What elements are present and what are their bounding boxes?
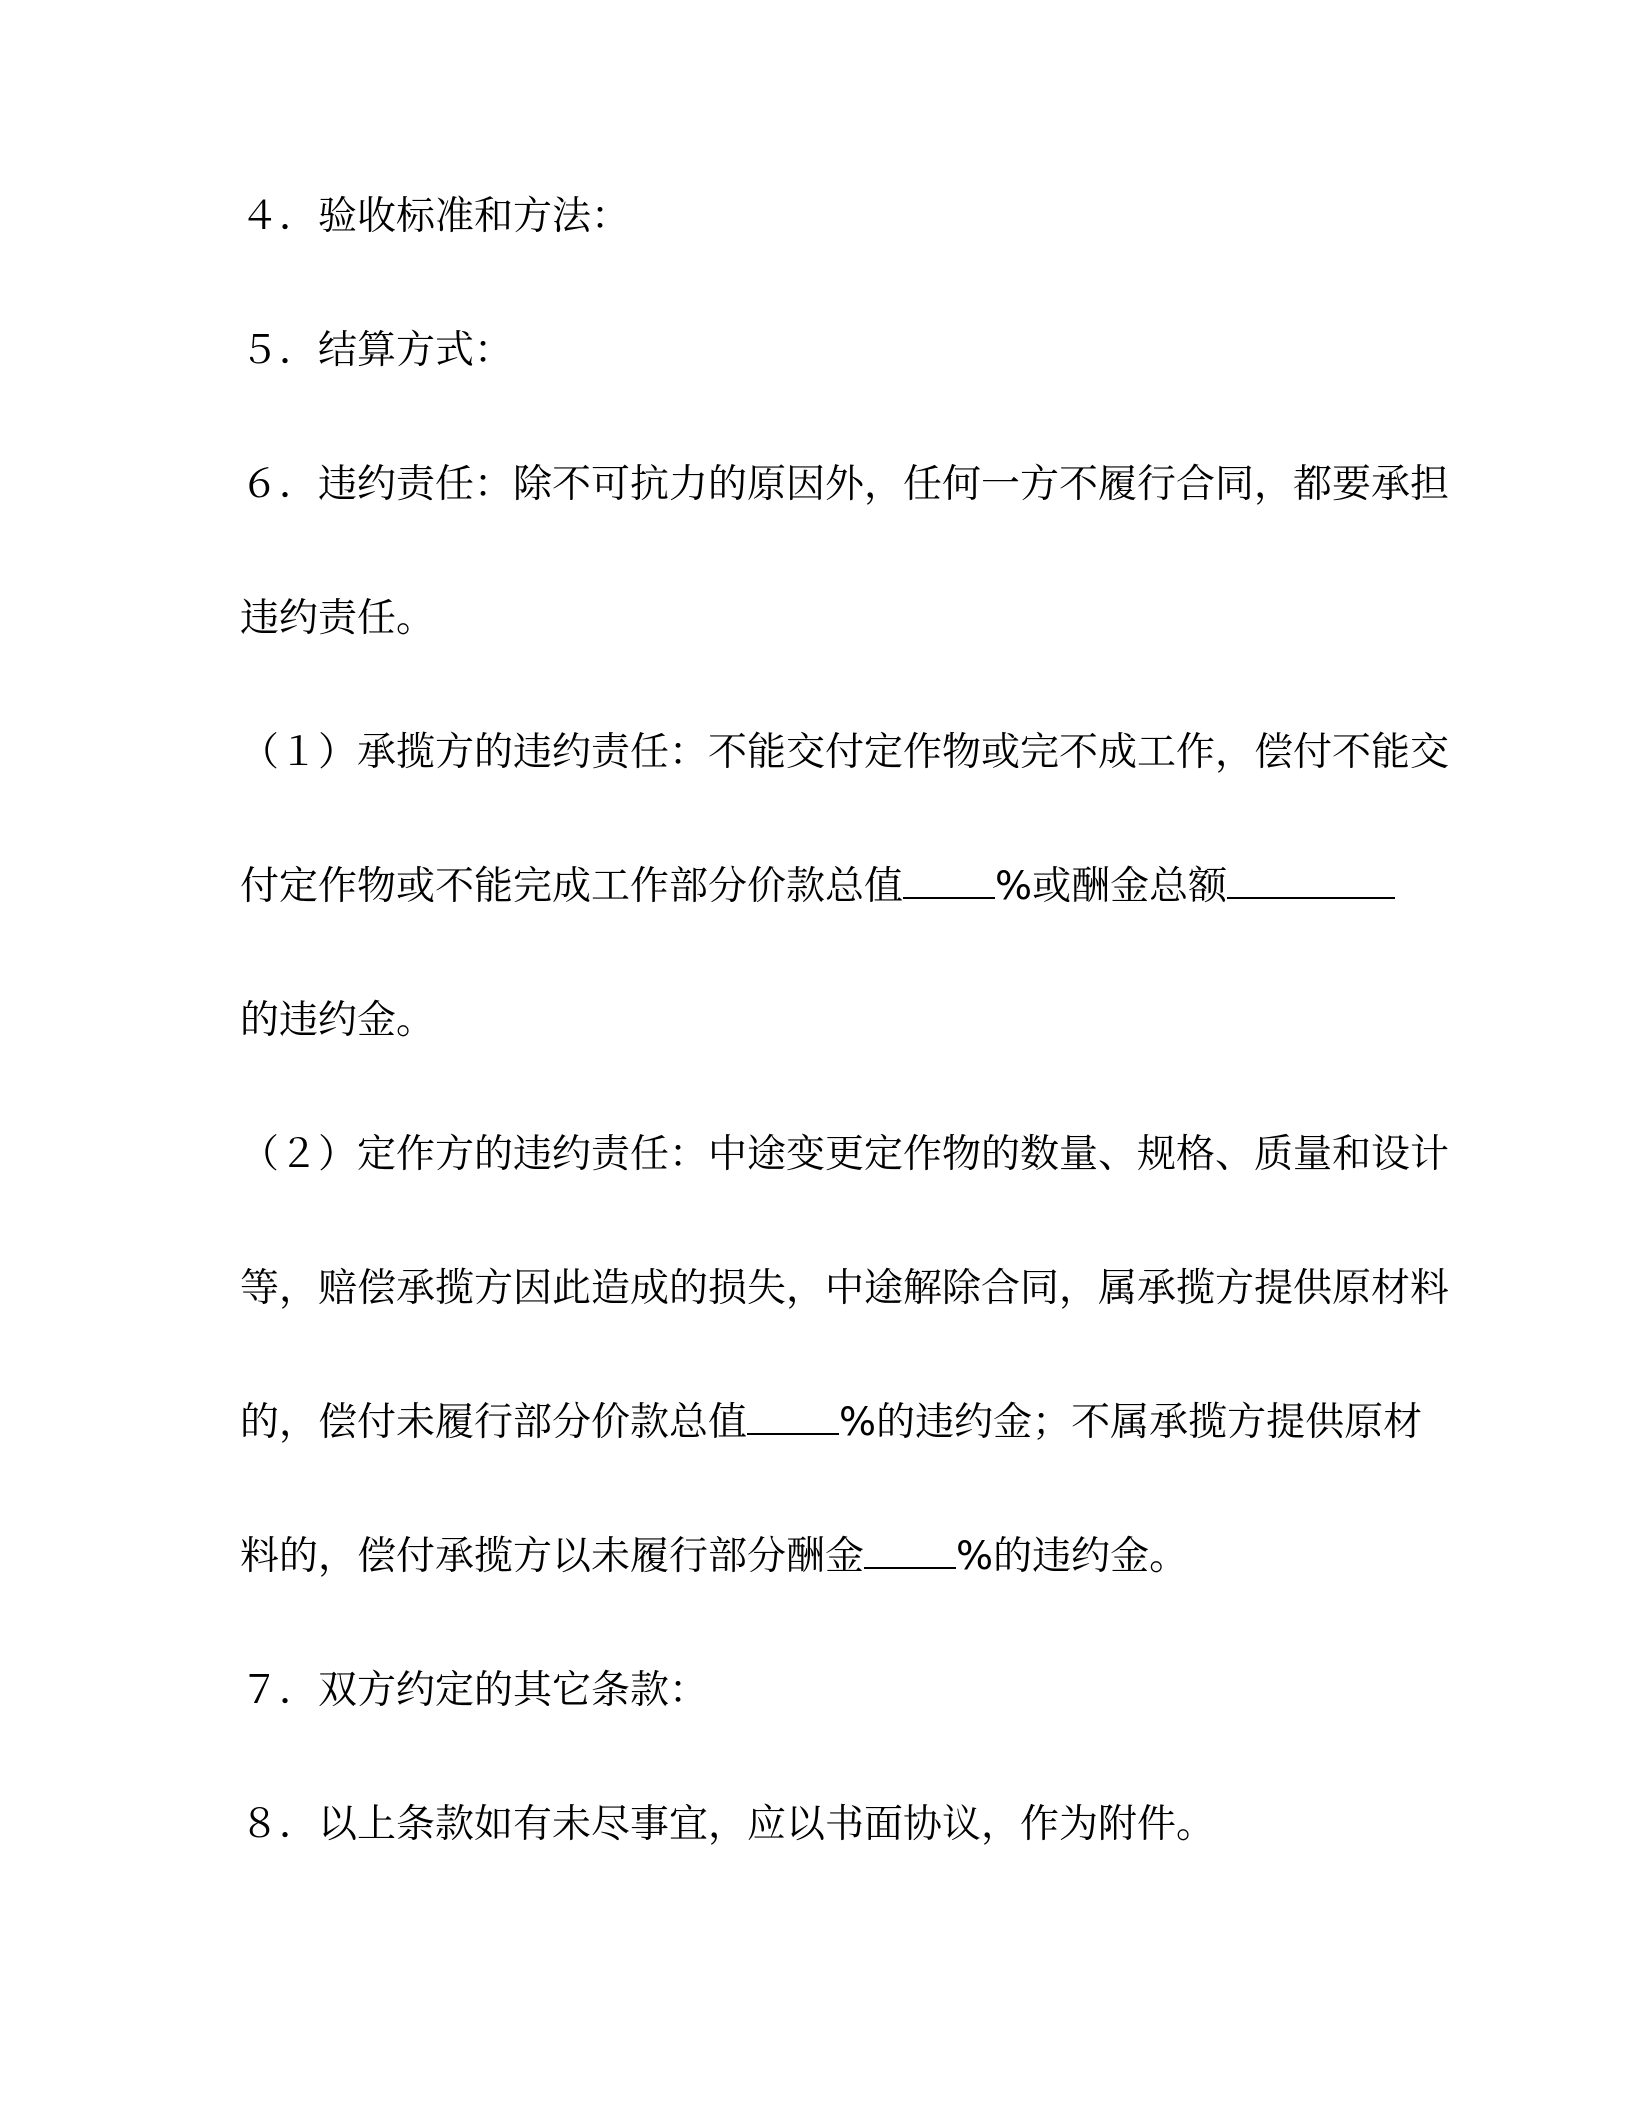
- clause-6-text-1: ６．违约责任：除不可抗力的原因外，任何一方不履行合同，都要承担: [240, 462, 1450, 507]
- clause-5-text: ５．结算方式：: [240, 328, 514, 373]
- clause-6-2-line-1: [240, 1125, 1450, 1185]
- clause-8-text: ８．以上条款如有未尽事宜，应以书面协议，作为附件。: [240, 1802, 1216, 1847]
- clause-6-2-line-4: [240, 1527, 1400, 1587]
- clause-6-text-2: 违约责任。: [240, 596, 436, 641]
- clause-7-text: ７．双方约定的其它条款：: [240, 1668, 709, 1713]
- clause-6-1-text-2b: %或酬金总额: [995, 864, 1228, 909]
- clause-6-1-text-2a: 付定作物或不能完成工作部分价款总值: [240, 864, 904, 909]
- clause-6-2-text-3a: 的，偿付未履行部分价款总值: [240, 1400, 748, 1445]
- fill-blank-unfulfilled-price-percent[interactable]: [747, 1432, 839, 1435]
- clause-6-2-line-3: [240, 1393, 1423, 1453]
- clause-4-text: ４．验收标准和方法：: [240, 194, 631, 239]
- clause-6-2-text-2: 等，赔偿承揽方因此造成的损失，中途解除合同，属承揽方提供原材料: [240, 1266, 1450, 1311]
- clause-6-1-line-1: [240, 723, 1450, 783]
- clause-8: [240, 1795, 1400, 1855]
- clause-6-line-2: [240, 589, 1400, 649]
- clause-6-2-text-4b: %的违约金。: [956, 1534, 1189, 1579]
- clause-6-2-text-4a: 料的，偿付承揽方以未履行部分酬金: [240, 1534, 865, 1579]
- clause-6-1-text-3: 的违约金。: [240, 998, 436, 1043]
- fill-blank-reward-total[interactable]: [1227, 896, 1395, 899]
- clause-5: [240, 321, 1400, 381]
- clause-6-2-text-3b: %的违约金；不属承揽方提供原材: [839, 1400, 1423, 1445]
- clause-7: [240, 1661, 1400, 1721]
- clause-6-line-1: [240, 455, 1450, 515]
- clause-6-2-text-1: （２）定作方的违约责任：中途变更定作物的数量、规格、质量和设计: [240, 1132, 1450, 1177]
- clause-6-1-text-1: （１）承揽方的违约责任：不能交付定作物或完不成工作，偿付不能交: [240, 730, 1450, 775]
- clause-6-2-line-2: [240, 1259, 1450, 1319]
- clause-4: [240, 187, 1400, 247]
- fill-blank-unfulfilled-reward-percent[interactable]: [864, 1566, 956, 1569]
- clause-6-1-line-3: [240, 991, 1400, 1051]
- fill-blank-price-percent[interactable]: [903, 896, 995, 899]
- clause-6-1-line-2: [240, 857, 1400, 917]
